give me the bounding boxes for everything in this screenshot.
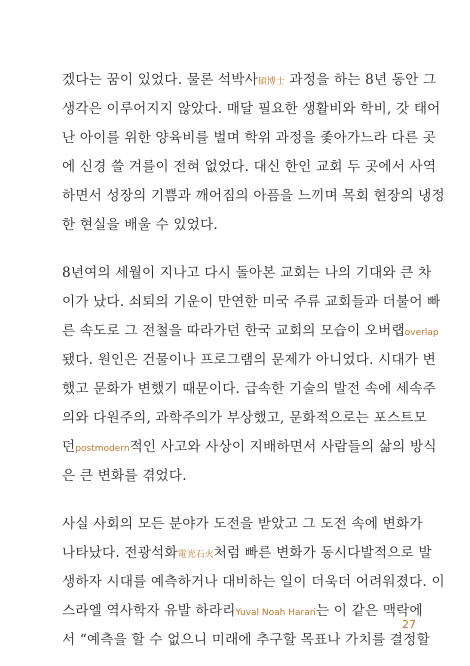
text-segment: 하면서 성장의 기쁨과 깨어짐의 아픔을 느끼며 목회 현장의 냉정: [62, 188, 445, 204]
gloss-annotation: overlap: [404, 328, 439, 338]
text-line: [62, 346, 436, 375]
text-segment: 은 큰 변화를 겪었다.: [62, 468, 187, 484]
text-segment: 는 이 같은 맥락에: [315, 603, 423, 619]
text-line: [62, 66, 437, 95]
text-segment: 생각은 이루어지지 않았다. 매달 필요한 생활비와 학비, 갓 태어: [62, 101, 441, 117]
text-segment: 던: [62, 439, 76, 455]
text-line: [62, 568, 445, 597]
gloss-annotation: postmodern: [75, 444, 130, 454]
gloss-annotation: Yuval Noah Harari: [235, 608, 316, 618]
text-segment: 겠다는 꿈이 있었다. 물론 석박사: [62, 72, 258, 88]
text-line: [62, 153, 437, 182]
text-segment: 의와 다원주의, 과학주의가 부상했고, 문화적으로는 포스트모: [62, 410, 427, 426]
text-segment: 됐다. 원인은 건물이나 프로그램의 문제가 아니었다. 시대가 변: [62, 352, 436, 368]
paragraph: [62, 66, 445, 240]
text-segment: 른 속도로 그 전철을 따라가던 한국 교회의 모습이 오버랩: [62, 323, 405, 339]
text-line: [62, 288, 441, 317]
text-line: [62, 317, 439, 346]
text-line: [62, 259, 432, 288]
text-segment: 나타났다. 전광석화: [62, 545, 178, 561]
text-line: [62, 124, 436, 153]
text-line: [62, 510, 423, 539]
text-segment: 했고 문화가 변했기 때문이다. 급속한 기술의 발전 속에 세속주: [62, 381, 436, 397]
text-line: [62, 433, 437, 462]
text-line: [62, 462, 402, 491]
text-line: [62, 404, 427, 433]
text-segment: 생하자 시대를 예측하거나 대비하는 일이 더욱더 어려워졌다. 이: [62, 574, 445, 590]
text-segment: 처럼 빠른 변화가 동시다발적으로 발: [213, 545, 432, 561]
text-line: [62, 95, 441, 124]
text-segment: 8년여의 세월이 지나고 다시 돌아본 교회는 나의 기대와 큰 차: [62, 265, 432, 281]
text-segment: 적인 사고와 사상이 지배하면서 사람들의 삶의 방식: [129, 439, 437, 455]
text-segment: 에 신경 쓸 겨를이 전혀 없었다. 대신 한인 교회 두 곳에서 사역: [62, 159, 437, 175]
paragraph: [62, 259, 441, 491]
text-line: [62, 182, 445, 211]
text-segment: 이가 났다. 쇠퇴의 기운이 만연한 미국 주류 교회들과 더불어 빠: [62, 294, 441, 310]
text-segment: 난 아이를 위한 양육비를 벌며 학위 과정을 좇아가느라 다른 곳: [62, 130, 436, 146]
text-segment: 서 “예측을 할 수 없으니 미래에 추구할 목표나 가치를 결정할: [62, 632, 430, 648]
text-segment: 사실 사회의 모든 분야가 도전을 받았고 그 도전 속에 변화가: [62, 516, 423, 532]
text-line: [62, 211, 402, 240]
text-segment: 스라엘 역사학자 유발 하라리: [62, 603, 236, 619]
text-segment: 과정을 하는 8년 동안 그: [284, 72, 437, 88]
gloss-annotation: 電光石火: [177, 550, 214, 560]
page-number: 27: [402, 618, 416, 631]
gloss-annotation: 碩博士: [257, 77, 285, 87]
text-line: [62, 375, 436, 404]
text-line: [62, 626, 430, 655]
text-segment: 한 현실을 배울 수 있었다.: [62, 217, 218, 233]
text-line: [62, 539, 432, 568]
